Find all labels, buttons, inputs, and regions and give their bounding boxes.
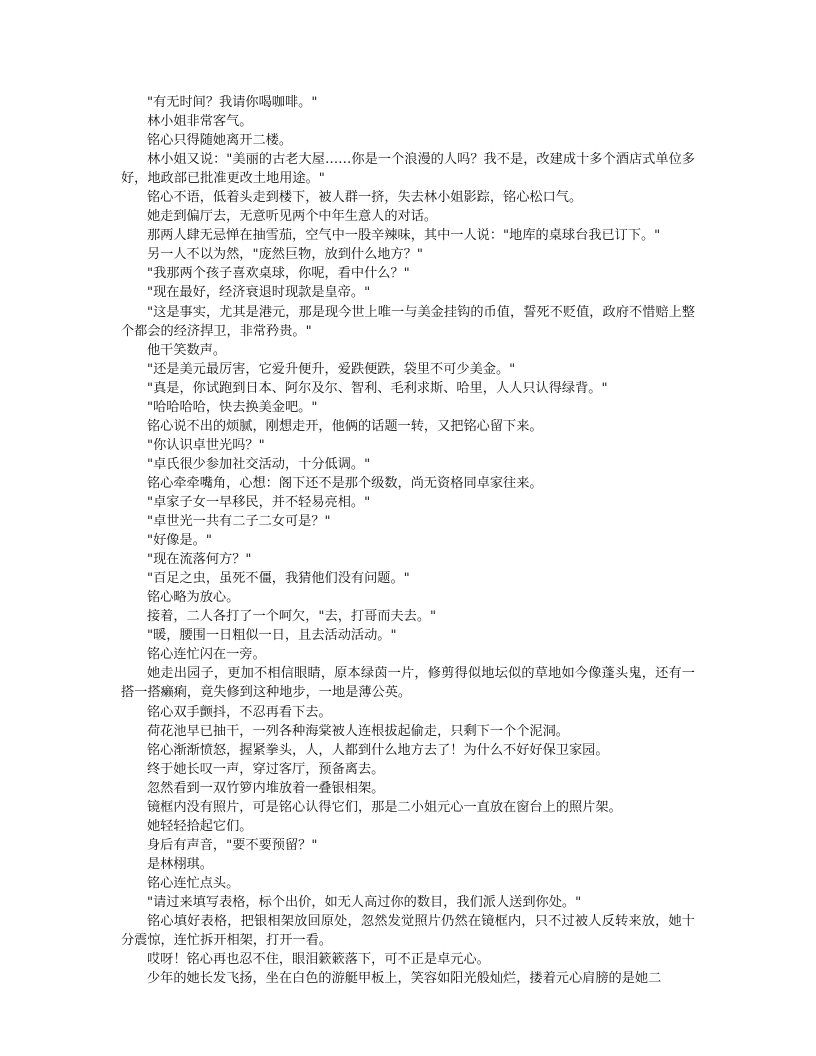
paragraph: "这是事实，尤其是港元，那是现今世上唯一与美金挂钩的币值，誓死不贬值，政府不惜赔上整个都会的经济捍卫，非常矜贵。" — [121, 304, 695, 339]
paragraph: 铭心连忙闪在一旁。 — [147, 647, 266, 663]
paragraph: 她走出园子，更加不相信眼睛，原本绿茵一片，修剪得似地坛似的草地如今像蓬头鬼，还有一搭一搭癞痢，竟失修到这种地步，一地是薄公英。 — [121, 666, 695, 701]
paragraph: "百足之虫，虽死不僵，我猜他们没有问题。" — [147, 571, 410, 587]
paragraph: "卓氏很少参加社交活动，十分低调。" — [147, 456, 371, 472]
paragraph: 铭心双手颤抖，不忍再看下去。 — [147, 704, 332, 720]
paragraph: "真是，你试跑到日本、阿尔及尔、智利、毛利求斯、哈里，人人只认得绿背。" — [147, 380, 608, 396]
paragraph: "暖，腰围一日粗似一日，且去活动活动。" — [147, 628, 397, 644]
paragraph: 哎呀！铭心再也忍不住，眼泪簌簌落下，可不正是卓元心。 — [147, 952, 490, 968]
paragraph: "请过来填写表格，标个出价，如无人高过你的数目，我们派人送到你处。" — [147, 894, 582, 910]
paragraph: 铭心不语，低着头走到楼下，被人群一挤，失去林小姐影踪，铭心松口气。 — [147, 190, 583, 206]
paragraph: 少年的她长发飞扬，坐在白色的游艇甲板上，笑容如阳光般灿烂，搂着元心肩膀的是她二 — [147, 971, 662, 987]
paragraph: 镜框内没有照片，可是铭心认得它们，那是二小姐元心一直放在窗台上的照片架。 — [147, 799, 622, 815]
paragraph: "现在最好，经济衰退时现款是皇帝。" — [147, 285, 371, 301]
paragraph: 林小姐又说："美丽的古老大屋……你是一个浪漫的人吗？我不是，改建成十多个酒店式单位多好，地政部已批准更改土地用途。" — [121, 152, 695, 187]
paragraph: 林小姐非常客气。 — [147, 114, 253, 130]
paragraph: 接着，二人各打了一个呵欠，"去，打哥而夫去。" — [147, 609, 437, 625]
paragraph: 那两人肆无忌惮在抽雪茄，空气中一股辛辣味，其中一人说："地库的桌球台我已订下。" — [147, 228, 661, 244]
paragraph: "好像是。" — [147, 533, 212, 549]
paragraph: "哈哈哈哈，快去换美金吧。" — [147, 399, 318, 415]
paragraph: "我那两个孩子喜欢桌球，你呢，看中什么？" — [147, 266, 410, 282]
paragraph: 她走到偏厅去，无意听见两个中年生意人的对话。 — [147, 209, 438, 225]
paragraph: 铭心略为放心。 — [147, 590, 240, 606]
paragraph: 铭心牵牵嘴角，心想：阁下还不是那个级数，尚无资格同卓家往来。 — [147, 475, 543, 491]
paragraph: 荷花池早已抽干，一列各种海棠被人连根拔起偷走，只剩下一个个泥洞。 — [147, 723, 569, 739]
paragraph: 她轻轻拾起它们。 — [147, 818, 253, 834]
paragraph: "卓家子女一早移民，并不轻易亮相。" — [147, 494, 371, 510]
paragraph: 铭心只得随她离开二楼。 — [147, 133, 293, 149]
paragraph: 身后有声音，"要不要预留？" — [147, 837, 318, 853]
paragraph: 他干笑数声。 — [147, 342, 227, 358]
paragraph: 忽然看到一双竹箩内堆放着一叠银相架。 — [147, 780, 385, 796]
paragraph: 铭心渐渐愤怒，握紧拳头，人，人都到什么地方去了！为什么不好好保卫家园。 — [147, 742, 609, 758]
paragraph: 铭心填好表格，把银相架放回原处，忽然发觉照片仍然在镜框内，只不过被人反转来放，她十分震惊，连忙拆开相架，打开一看。 — [121, 914, 695, 949]
paragraph: 另一人不以为然，"庞然巨物，放到什么地方？" — [147, 247, 423, 263]
paragraph: "还是美元最厉害，它爱升便升，爱跌便跌，袋里不可少美金。" — [147, 361, 516, 377]
paragraph: 终于她长叹一声，穿过客厅，预备离去。 — [147, 761, 385, 777]
paragraph: 铭心连忙点头。 — [147, 875, 240, 891]
paragraph: 铭心说不出的烦腻，刚想走开，他俩的话题一转，又把铭心留下来。 — [147, 418, 543, 434]
paragraph: "现在流落何方？" — [147, 552, 252, 568]
paragraph: "卓世光一共有二子二女可是？" — [147, 514, 331, 530]
paragraph: "你认识卓世光吗？" — [147, 437, 265, 453]
paragraph: 是林栩琪。 — [147, 856, 213, 872]
paragraph: "有无时间？我请你喝咖啡。" — [147, 95, 318, 110]
body-text — [121, 93, 695, 988]
